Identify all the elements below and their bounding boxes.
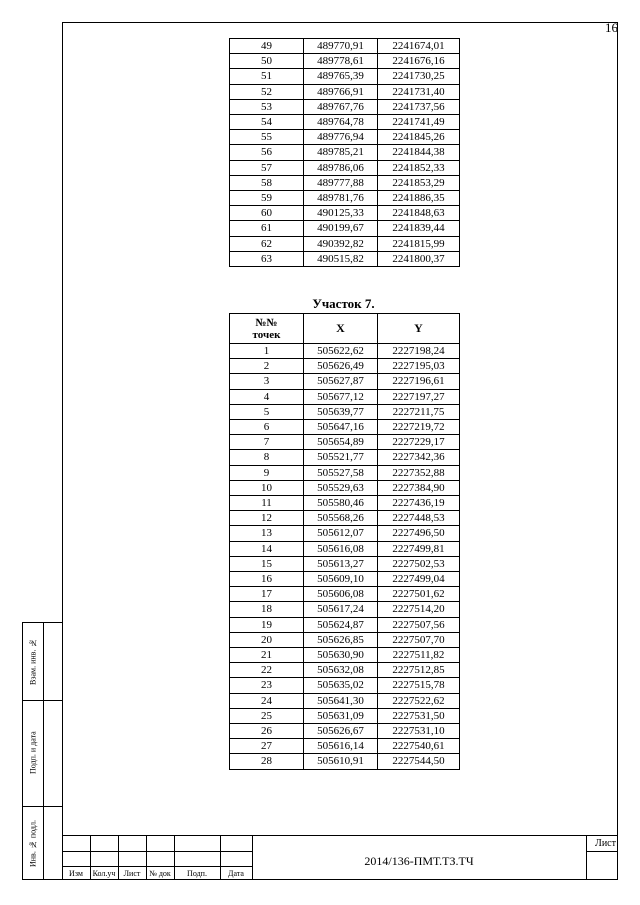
cell-n: 62: [230, 236, 304, 251]
table-row: [230, 160, 460, 175]
cell-x: 490515,82: [304, 251, 378, 266]
cell-x: 505610,91: [304, 754, 378, 769]
table-row: [230, 175, 460, 190]
document-code: 2014/136-ПМТ.ТЗ.ТЧ: [364, 854, 474, 868]
cell-x: 505631,09: [304, 708, 378, 723]
cell-x: 489770,91: [304, 39, 378, 54]
cell-x: 505616,14: [304, 739, 378, 754]
cell-n: 57: [230, 160, 304, 175]
cell-n: 16: [230, 572, 304, 587]
section-title: Участок 7.: [312, 296, 375, 311]
cell-y: 2227511,82: [378, 648, 460, 663]
cell-n: 54: [230, 115, 304, 130]
table-row: [230, 541, 460, 556]
stamp-col-doc: № док: [149, 869, 171, 878]
cell-x: 505627,87: [304, 374, 378, 389]
cell-y: 2227544,50: [378, 754, 460, 769]
cell-y: 2241741,49: [378, 115, 460, 130]
table-row: [230, 587, 460, 602]
cell-n: 24: [230, 693, 304, 708]
table-row: [230, 99, 460, 114]
cell-x: 505617,24: [304, 602, 378, 617]
cell-n: 52: [230, 84, 304, 99]
table-row: [230, 556, 460, 571]
cell-n: 53: [230, 99, 304, 114]
table-row: [230, 236, 460, 251]
cell-x: 505624,87: [304, 617, 378, 632]
cell-y: 2241886,35: [378, 191, 460, 206]
cell-x: 505580,46: [304, 496, 378, 511]
side-label-vzam: Взам. инв. №: [28, 638, 38, 685]
table-row: [230, 69, 460, 84]
cell-y: 2227501,62: [378, 587, 460, 602]
cell-n: 6: [230, 420, 304, 435]
cell-y: 2227502,53: [378, 556, 460, 571]
cell-y: 2227540,61: [378, 739, 460, 754]
cell-x: 505606,08: [304, 587, 378, 602]
cell-x: 505630,90: [304, 648, 378, 663]
cell-x: 505527,58: [304, 465, 378, 480]
table-row: [230, 693, 460, 708]
cell-y: 2227352,88: [378, 465, 460, 480]
cell-n: 55: [230, 130, 304, 145]
cell-y: 2227195,03: [378, 359, 460, 374]
cell-y: 2227507,70: [378, 632, 460, 647]
cell-x: 490392,82: [304, 236, 378, 251]
cell-y: 2227229,17: [378, 435, 460, 450]
sheet-label: Лист: [595, 838, 616, 849]
stamp-col-list: Лист: [123, 869, 141, 878]
table-row: [230, 145, 460, 160]
cell-x: 490125,33: [304, 206, 378, 221]
cell-n: 17: [230, 587, 304, 602]
cell-x: 505612,07: [304, 526, 378, 541]
cell-x: 505626,67: [304, 724, 378, 739]
table-row: [230, 39, 460, 54]
cell-n: 4: [230, 389, 304, 404]
cell-x: 505639,77: [304, 404, 378, 419]
table-row: [230, 480, 460, 495]
cell-x: 505616,08: [304, 541, 378, 556]
cell-y: 2241815,99: [378, 236, 460, 251]
cell-n: 59: [230, 191, 304, 206]
cell-x: 505677,12: [304, 389, 378, 404]
cell-n: 7: [230, 435, 304, 450]
cell-y: 2241853,29: [378, 175, 460, 190]
table-row: [230, 84, 460, 99]
side-label-podp: Подп. и дата: [28, 731, 38, 775]
title-block: [62, 835, 618, 880]
table-row: [230, 206, 460, 221]
table-row: [230, 678, 460, 693]
cell-x: 489764,78: [304, 115, 378, 130]
cell-y: 2241676,16: [378, 54, 460, 69]
cell-n: 27: [230, 739, 304, 754]
cell-x: 505568,26: [304, 511, 378, 526]
cell-y: 2241730,25: [378, 69, 460, 84]
table-row: [230, 435, 460, 450]
cell-x: 489765,39: [304, 69, 378, 84]
column-header-point-number: №№ точек: [230, 314, 304, 344]
cell-y: 2227436,19: [378, 496, 460, 511]
cell-n: 56: [230, 145, 304, 160]
cell-y: 2227496,50: [378, 526, 460, 541]
table-row: [230, 648, 460, 663]
cell-y: 2227531,10: [378, 724, 460, 739]
table-row: [230, 465, 460, 480]
coordinates-table-continued: [229, 38, 460, 267]
cell-y: 2227448,53: [378, 511, 460, 526]
cell-y: 2227342,36: [378, 450, 460, 465]
cell-x: 489785,21: [304, 145, 378, 160]
stamp-col-izm: Изм: [69, 869, 83, 878]
cell-y: 2241737,56: [378, 99, 460, 114]
cell-x: 505641,30: [304, 693, 378, 708]
table-row: [230, 374, 460, 389]
table-row: [230, 663, 460, 678]
cell-n: 5: [230, 404, 304, 419]
side-label-inv: Инв. № подл.: [28, 820, 38, 867]
cell-x: 489786,06: [304, 160, 378, 175]
cell-n: 49: [230, 39, 304, 54]
cell-y: 2241845,26: [378, 130, 460, 145]
table-row: [230, 359, 460, 374]
cell-y: 2227384,90: [378, 480, 460, 495]
cell-y: 2241848,63: [378, 206, 460, 221]
cell-x: 489766,91: [304, 84, 378, 99]
column-header-x: X: [304, 314, 378, 344]
cell-y: 2227197,27: [378, 389, 460, 404]
cell-n: 2: [230, 359, 304, 374]
cell-x: 489767,76: [304, 99, 378, 114]
cell-n: 11: [230, 496, 304, 511]
table-row: [230, 251, 460, 266]
cell-y: 2227515,78: [378, 678, 460, 693]
table-row: [230, 130, 460, 145]
cell-n: 13: [230, 526, 304, 541]
table-row: [230, 389, 460, 404]
side-stamp: [22, 622, 62, 880]
cell-y: 2227499,04: [378, 572, 460, 587]
page-number: 16: [605, 20, 618, 35]
cell-y: 2241674,01: [378, 39, 460, 54]
cell-n: 10: [230, 480, 304, 495]
cell-n: 25: [230, 708, 304, 723]
table-row: [230, 526, 460, 541]
stamp-col-kol: Кол.уч: [92, 869, 116, 878]
cell-n: 19: [230, 617, 304, 632]
cell-x: 505654,89: [304, 435, 378, 450]
table-row: [230, 617, 460, 632]
cell-n: 21: [230, 648, 304, 663]
cell-n: 22: [230, 663, 304, 678]
table-row: [230, 404, 460, 419]
cell-x: 505622,62: [304, 344, 378, 359]
table-row: [230, 496, 460, 511]
cell-n: 63: [230, 251, 304, 266]
cell-x: 505609,10: [304, 572, 378, 587]
cell-y: 2227522,62: [378, 693, 460, 708]
table-row: [230, 450, 460, 465]
cell-x: 505626,85: [304, 632, 378, 647]
cell-n: 28: [230, 754, 304, 769]
cell-x: 489781,76: [304, 191, 378, 206]
cell-n: 14: [230, 541, 304, 556]
cell-x: 489776,94: [304, 130, 378, 145]
cell-x: 505647,16: [304, 420, 378, 435]
table-row: [230, 632, 460, 647]
table-row: [230, 754, 460, 769]
cell-y: 2241731,40: [378, 84, 460, 99]
table-row: [230, 420, 460, 435]
cell-y: 2227514,20: [378, 602, 460, 617]
cell-n: 12: [230, 511, 304, 526]
cell-y: 2241844,38: [378, 145, 460, 160]
cell-x: 505626,49: [304, 359, 378, 374]
table-row: [230, 708, 460, 723]
cell-y: 2241839,44: [378, 221, 460, 236]
cell-y: 2227507,56: [378, 617, 460, 632]
cell-y: 2227196,61: [378, 374, 460, 389]
cell-n: 58: [230, 175, 304, 190]
cell-y: 2227531,50: [378, 708, 460, 723]
column-header-y: Y: [378, 314, 460, 344]
table-row: [230, 54, 460, 69]
cell-y: 2227512,85: [378, 663, 460, 678]
cell-x: 490199,67: [304, 221, 378, 236]
cell-x: 505521,77: [304, 450, 378, 465]
stamp-col-podp: Подп.: [187, 869, 207, 878]
table-row: [230, 572, 460, 587]
cell-x: 505635,02: [304, 678, 378, 693]
table-row: [230, 191, 460, 206]
table-row: [230, 724, 460, 739]
cell-x: 505613,27: [304, 556, 378, 571]
cell-n: 15: [230, 556, 304, 571]
cell-n: 8: [230, 450, 304, 465]
cell-y: 2241800,37: [378, 251, 460, 266]
cell-x: 505632,08: [304, 663, 378, 678]
cell-n: 61: [230, 221, 304, 236]
coordinates-table-plot-7: [229, 313, 460, 770]
cell-y: 2227499,81: [378, 541, 460, 556]
table-row: [230, 739, 460, 754]
cell-x: 489777,88: [304, 175, 378, 190]
table-row: [230, 602, 460, 617]
table-row: [230, 511, 460, 526]
cell-n: 1: [230, 344, 304, 359]
cell-n: 60: [230, 206, 304, 221]
cell-x: 505529,63: [304, 480, 378, 495]
cell-y: 2227211,75: [378, 404, 460, 419]
cell-n: 9: [230, 465, 304, 480]
cell-n: 51: [230, 69, 304, 84]
table-row: [230, 221, 460, 236]
table-row: [230, 115, 460, 130]
stamp-col-data: Дата: [228, 869, 244, 878]
cell-n: 23: [230, 678, 304, 693]
cell-n: 50: [230, 54, 304, 69]
cell-n: 18: [230, 602, 304, 617]
cell-n: 20: [230, 632, 304, 647]
table-row: [230, 344, 460, 359]
cell-y: 2227219,72: [378, 420, 460, 435]
cell-y: 2241852,33: [378, 160, 460, 175]
cell-n: 26: [230, 724, 304, 739]
cell-y: 2227198,24: [378, 344, 460, 359]
cell-n: 3: [230, 374, 304, 389]
cell-x: 489778,61: [304, 54, 378, 69]
